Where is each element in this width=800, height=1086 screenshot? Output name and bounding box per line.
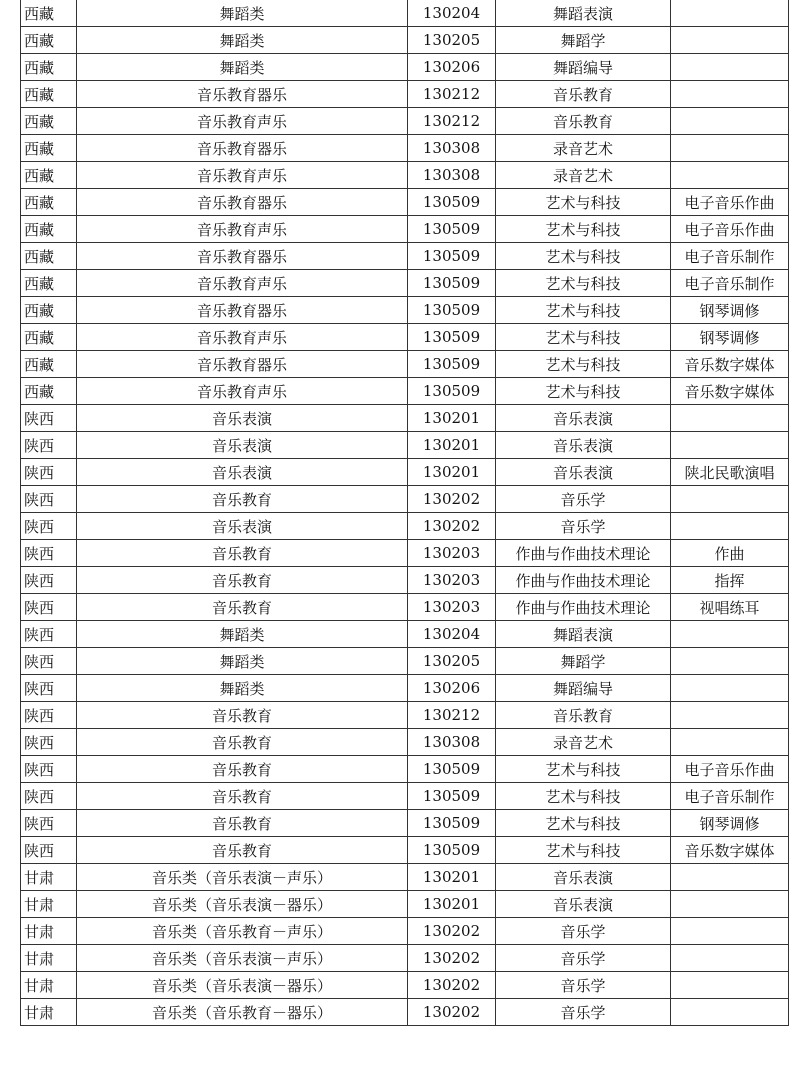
table-row xyxy=(21,972,789,999)
category-cell: 音乐教育 xyxy=(77,783,408,810)
major-code-cell: 130205 xyxy=(408,27,496,54)
province-cell: 陕西 xyxy=(21,567,77,594)
major-code-cell: 130509 xyxy=(408,270,496,297)
table-row xyxy=(21,783,789,810)
direction-cell xyxy=(671,891,789,918)
table-row xyxy=(21,594,789,621)
category-cell: 音乐教育 xyxy=(77,594,408,621)
province-cell: 甘肃 xyxy=(21,891,77,918)
major-name-cell: 音乐教育 xyxy=(496,702,671,729)
province-cell: 甘肃 xyxy=(21,972,77,999)
table-row xyxy=(21,891,789,918)
province-cell: 陕西 xyxy=(21,783,77,810)
province-cell: 陕西 xyxy=(21,837,77,864)
category-cell: 音乐类（音乐表演－声乐） xyxy=(77,945,408,972)
table-row xyxy=(21,216,789,243)
major-name-cell: 舞蹈学 xyxy=(496,648,671,675)
major-name-cell: 艺术与科技 xyxy=(496,270,671,297)
major-name-cell: 舞蹈学 xyxy=(496,27,671,54)
direction-cell xyxy=(671,108,789,135)
direction-cell: 钢琴调修 xyxy=(671,297,789,324)
province-cell: 西藏 xyxy=(21,216,77,243)
direction-cell: 钢琴调修 xyxy=(671,324,789,351)
major-name-cell: 舞蹈编导 xyxy=(496,675,671,702)
major-name-cell: 音乐教育 xyxy=(496,108,671,135)
category-cell: 舞蹈类 xyxy=(77,675,408,702)
direction-cell: 作曲 xyxy=(671,540,789,567)
category-cell: 音乐教育 xyxy=(77,756,408,783)
province-cell: 西藏 xyxy=(21,135,77,162)
major-code-cell: 130212 xyxy=(408,81,496,108)
major-code-cell: 130202 xyxy=(408,918,496,945)
direction-cell xyxy=(671,162,789,189)
major-code-cell: 130203 xyxy=(408,594,496,621)
major-code-cell: 130202 xyxy=(408,999,496,1026)
table-row xyxy=(21,486,789,513)
direction-cell xyxy=(671,513,789,540)
province-cell: 陕西 xyxy=(21,756,77,783)
province-cell: 陕西 xyxy=(21,648,77,675)
direction-cell: 指挥 xyxy=(671,567,789,594)
major-code-cell: 130201 xyxy=(408,891,496,918)
province-cell: 陕西 xyxy=(21,675,77,702)
major-name-cell: 音乐学 xyxy=(496,486,671,513)
major-name-cell: 录音艺术 xyxy=(496,162,671,189)
direction-cell xyxy=(671,621,789,648)
direction-cell: 电子音乐制作 xyxy=(671,243,789,270)
major-name-cell: 音乐表演 xyxy=(496,405,671,432)
province-cell: 西藏 xyxy=(21,162,77,189)
major-name-cell: 艺术与科技 xyxy=(496,297,671,324)
table-row xyxy=(21,135,789,162)
major-name-cell: 音乐教育 xyxy=(496,81,671,108)
category-cell: 音乐教育器乐 xyxy=(77,81,408,108)
major-table xyxy=(20,0,789,1026)
direction-cell xyxy=(671,27,789,54)
table-row xyxy=(21,621,789,648)
province-cell: 甘肃 xyxy=(21,918,77,945)
direction-cell xyxy=(671,135,789,162)
major-name-cell: 艺术与科技 xyxy=(496,189,671,216)
category-cell: 音乐教育 xyxy=(77,729,408,756)
province-cell: 陕西 xyxy=(21,405,77,432)
major-name-cell: 艺术与科技 xyxy=(496,378,671,405)
table-row xyxy=(21,405,789,432)
direction-cell: 音乐数字媒体 xyxy=(671,378,789,405)
province-cell: 陕西 xyxy=(21,513,77,540)
category-cell: 音乐教育声乐 xyxy=(77,324,408,351)
table-row xyxy=(21,513,789,540)
table-row xyxy=(21,324,789,351)
table-row xyxy=(21,540,789,567)
major-code-cell: 130202 xyxy=(408,972,496,999)
major-name-cell: 音乐学 xyxy=(496,972,671,999)
major-name-cell: 音乐表演 xyxy=(496,432,671,459)
table-row xyxy=(21,297,789,324)
major-code-cell: 130509 xyxy=(408,783,496,810)
direction-cell: 电子音乐作曲 xyxy=(671,189,789,216)
major-name-cell: 音乐表演 xyxy=(496,459,671,486)
table-row xyxy=(21,648,789,675)
major-code-cell: 130201 xyxy=(408,864,496,891)
direction-cell: 电子音乐制作 xyxy=(671,270,789,297)
province-cell: 西藏 xyxy=(21,351,77,378)
table-row xyxy=(21,702,789,729)
category-cell: 音乐教育声乐 xyxy=(77,108,408,135)
province-cell: 西藏 xyxy=(21,0,77,27)
province-cell: 陕西 xyxy=(21,702,77,729)
major-code-cell: 130509 xyxy=(408,810,496,837)
province-cell: 陕西 xyxy=(21,621,77,648)
major-code-cell: 130308 xyxy=(408,729,496,756)
table-row xyxy=(21,675,789,702)
table-row xyxy=(21,81,789,108)
major-name-cell: 艺术与科技 xyxy=(496,783,671,810)
province-cell: 陕西 xyxy=(21,729,77,756)
table-row xyxy=(21,54,789,81)
province-cell: 西藏 xyxy=(21,189,77,216)
direction-cell xyxy=(671,432,789,459)
category-cell: 音乐教育声乐 xyxy=(77,378,408,405)
direction-cell: 视唱练耳 xyxy=(671,594,789,621)
major-code-cell: 130204 xyxy=(408,621,496,648)
major-name-cell: 录音艺术 xyxy=(496,729,671,756)
table-row xyxy=(21,243,789,270)
table-row xyxy=(21,810,789,837)
major-code-cell: 130509 xyxy=(408,189,496,216)
direction-cell xyxy=(671,405,789,432)
province-cell: 西藏 xyxy=(21,27,77,54)
category-cell: 音乐教育声乐 xyxy=(77,162,408,189)
major-name-cell: 艺术与科技 xyxy=(496,837,671,864)
table-row xyxy=(21,0,789,27)
direction-cell xyxy=(671,81,789,108)
category-cell: 音乐表演 xyxy=(77,405,408,432)
category-cell: 音乐教育 xyxy=(77,540,408,567)
direction-cell: 电子音乐作曲 xyxy=(671,216,789,243)
table-row xyxy=(21,729,789,756)
direction-cell xyxy=(671,864,789,891)
direction-cell xyxy=(671,999,789,1026)
table-row xyxy=(21,864,789,891)
table-row xyxy=(21,432,789,459)
major-name-cell: 音乐学 xyxy=(496,513,671,540)
major-code-cell: 130202 xyxy=(408,945,496,972)
direction-cell xyxy=(671,648,789,675)
category-cell: 音乐类（音乐教育－器乐） xyxy=(77,999,408,1026)
province-cell: 陕西 xyxy=(21,540,77,567)
major-name-cell: 艺术与科技 xyxy=(496,216,671,243)
table-row xyxy=(21,756,789,783)
category-cell: 音乐教育 xyxy=(77,486,408,513)
category-cell: 音乐表演 xyxy=(77,459,408,486)
direction-cell xyxy=(671,486,789,513)
category-cell: 音乐教育声乐 xyxy=(77,270,408,297)
table-row xyxy=(21,945,789,972)
province-cell: 甘肃 xyxy=(21,864,77,891)
category-cell: 舞蹈类 xyxy=(77,621,408,648)
major-code-cell: 130509 xyxy=(408,837,496,864)
direction-cell: 电子音乐作曲 xyxy=(671,756,789,783)
category-cell: 音乐类（音乐表演－器乐） xyxy=(77,891,408,918)
province-cell: 西藏 xyxy=(21,378,77,405)
major-name-cell: 艺术与科技 xyxy=(496,324,671,351)
direction-cell xyxy=(671,918,789,945)
province-cell: 西藏 xyxy=(21,297,77,324)
major-code-cell: 130509 xyxy=(408,378,496,405)
category-cell: 音乐教育器乐 xyxy=(77,351,408,378)
direction-cell xyxy=(671,0,789,27)
table-row xyxy=(21,378,789,405)
province-cell: 陕西 xyxy=(21,486,77,513)
major-name-cell: 舞蹈表演 xyxy=(496,621,671,648)
major-name-cell: 音乐表演 xyxy=(496,891,671,918)
province-cell: 西藏 xyxy=(21,108,77,135)
province-cell: 西藏 xyxy=(21,270,77,297)
major-name-cell: 录音艺术 xyxy=(496,135,671,162)
table-row xyxy=(21,459,789,486)
table-row xyxy=(21,270,789,297)
category-cell: 舞蹈类 xyxy=(77,648,408,675)
category-cell: 舞蹈类 xyxy=(77,54,408,81)
table-row xyxy=(21,162,789,189)
major-table-body xyxy=(21,0,789,1026)
major-name-cell: 作曲与作曲技术理论 xyxy=(496,567,671,594)
major-code-cell: 130509 xyxy=(408,324,496,351)
category-cell: 音乐教育 xyxy=(77,567,408,594)
major-code-cell: 130206 xyxy=(408,675,496,702)
major-code-cell: 130308 xyxy=(408,162,496,189)
table-row xyxy=(21,567,789,594)
table-row xyxy=(21,918,789,945)
table-row xyxy=(21,189,789,216)
province-cell: 陕西 xyxy=(21,459,77,486)
direction-cell: 音乐数字媒体 xyxy=(671,837,789,864)
direction-cell xyxy=(671,945,789,972)
table-row xyxy=(21,108,789,135)
major-code-cell: 130509 xyxy=(408,243,496,270)
major-name-cell: 作曲与作曲技术理论 xyxy=(496,540,671,567)
table-row xyxy=(21,351,789,378)
major-code-cell: 130201 xyxy=(408,459,496,486)
direction-cell xyxy=(671,675,789,702)
major-code-cell: 130509 xyxy=(408,216,496,243)
province-cell: 甘肃 xyxy=(21,945,77,972)
direction-cell xyxy=(671,702,789,729)
major-code-cell: 130201 xyxy=(408,432,496,459)
province-cell: 西藏 xyxy=(21,243,77,270)
major-name-cell: 艺术与科技 xyxy=(496,810,671,837)
major-name-cell: 作曲与作曲技术理论 xyxy=(496,594,671,621)
direction-cell: 音乐数字媒体 xyxy=(671,351,789,378)
major-name-cell: 舞蹈编导 xyxy=(496,54,671,81)
category-cell: 音乐类（音乐教育－声乐） xyxy=(77,918,408,945)
direction-cell: 电子音乐制作 xyxy=(671,783,789,810)
province-cell: 西藏 xyxy=(21,324,77,351)
category-cell: 音乐类（音乐表演－声乐） xyxy=(77,864,408,891)
category-cell: 音乐表演 xyxy=(77,513,408,540)
province-cell: 陕西 xyxy=(21,594,77,621)
direction-cell xyxy=(671,972,789,999)
major-code-cell: 130509 xyxy=(408,297,496,324)
category-cell: 音乐表演 xyxy=(77,432,408,459)
province-cell: 西藏 xyxy=(21,54,77,81)
major-code-cell: 130203 xyxy=(408,567,496,594)
direction-cell xyxy=(671,729,789,756)
category-cell: 音乐教育器乐 xyxy=(77,189,408,216)
direction-cell: 陕北民歌演唱 xyxy=(671,459,789,486)
category-cell: 音乐教育器乐 xyxy=(77,297,408,324)
category-cell: 音乐教育 xyxy=(77,837,408,864)
major-code-cell: 130212 xyxy=(408,108,496,135)
major-name-cell: 音乐表演 xyxy=(496,864,671,891)
category-cell: 音乐教育声乐 xyxy=(77,216,408,243)
major-code-cell: 130202 xyxy=(408,486,496,513)
province-cell: 甘肃 xyxy=(21,999,77,1026)
province-cell: 陕西 xyxy=(21,432,77,459)
major-code-cell: 130206 xyxy=(408,54,496,81)
category-cell: 舞蹈类 xyxy=(77,27,408,54)
province-cell: 西藏 xyxy=(21,81,77,108)
category-cell: 舞蹈类 xyxy=(77,0,408,27)
major-name-cell: 艺术与科技 xyxy=(496,756,671,783)
major-name-cell: 音乐学 xyxy=(496,999,671,1026)
major-code-cell: 130509 xyxy=(408,351,496,378)
category-cell: 音乐教育 xyxy=(77,702,408,729)
direction-cell: 钢琴调修 xyxy=(671,810,789,837)
direction-cell xyxy=(671,54,789,81)
category-cell: 音乐教育 xyxy=(77,810,408,837)
major-code-cell: 130202 xyxy=(408,513,496,540)
major-name-cell: 音乐学 xyxy=(496,918,671,945)
major-code-cell: 130205 xyxy=(408,648,496,675)
major-code-cell: 130509 xyxy=(408,756,496,783)
table-row xyxy=(21,27,789,54)
table-row xyxy=(21,837,789,864)
major-code-cell: 130204 xyxy=(408,0,496,27)
major-code-cell: 130212 xyxy=(408,702,496,729)
category-cell: 音乐类（音乐表演－器乐） xyxy=(77,972,408,999)
table-row xyxy=(21,999,789,1026)
major-name-cell: 艺术与科技 xyxy=(496,351,671,378)
major-name-cell: 音乐学 xyxy=(496,945,671,972)
category-cell: 音乐教育器乐 xyxy=(77,243,408,270)
category-cell: 音乐教育器乐 xyxy=(77,135,408,162)
major-name-cell: 舞蹈表演 xyxy=(496,0,671,27)
major-name-cell: 艺术与科技 xyxy=(496,243,671,270)
major-code-cell: 130203 xyxy=(408,540,496,567)
major-code-cell: 130308 xyxy=(408,135,496,162)
major-code-cell: 130201 xyxy=(408,405,496,432)
province-cell: 陕西 xyxy=(21,810,77,837)
